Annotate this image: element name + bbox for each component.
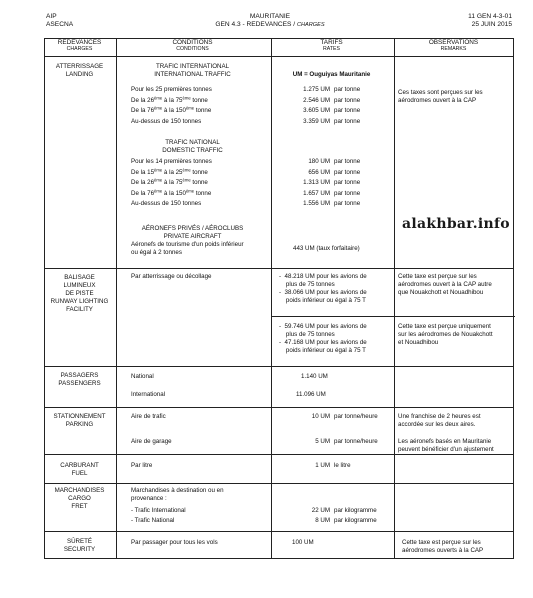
dom-cond-post-1: tonne bbox=[190, 168, 208, 176]
currency-note: UM = Ouguiyas Mauritanie bbox=[292, 71, 371, 78]
security-remark-1: Cette taxe est perçue sur les bbox=[402, 539, 481, 546]
dom-ordinal-end-3: ème bbox=[185, 188, 195, 194]
intl-cond-post-1: tonne bbox=[190, 96, 208, 104]
dom-cond-1 bbox=[131, 169, 208, 177]
header-section bbox=[180, 21, 360, 29]
private-cond-2: ou égal à 2 tonnes bbox=[131, 249, 182, 256]
parking-apron-unit: par tonne/heure bbox=[334, 413, 378, 420]
lighting-remark-a-2: aérodromes ouvert à la CAP autre bbox=[398, 281, 492, 288]
dom-unit-1: par tonne bbox=[334, 168, 361, 176]
charge-passengers bbox=[44, 372, 115, 388]
header-asecna: ASECNA bbox=[46, 21, 74, 28]
intl-cond-text-3: Au-dessus de 150 tonnes bbox=[131, 117, 202, 125]
dom-cond-2 bbox=[131, 179, 208, 187]
intl-cond-1 bbox=[131, 97, 208, 105]
charge-lighting-1: BALISAGE bbox=[64, 274, 95, 281]
row-divider-landing bbox=[45, 268, 513, 269]
charge-fuel-fr: CARBURANT bbox=[60, 462, 99, 469]
dom-traffic-title bbox=[115, 139, 270, 155]
security-remark-2: aérodromes ouverts à la CAP bbox=[402, 547, 484, 554]
dom-cond-text-3: De la 76 bbox=[131, 189, 155, 197]
lighting-remark-a bbox=[398, 273, 492, 297]
intl-unit-1: par tonne bbox=[334, 96, 361, 104]
lighting-remark-b-2: sur les aérodromes de Nouakchott bbox=[398, 331, 493, 338]
header-section-en: CHARGES bbox=[296, 22, 325, 28]
header-aip: AIP bbox=[46, 13, 57, 20]
intl-cond-text-0: Pour les 25 premières tonnes bbox=[131, 86, 212, 93]
dom-rate-4: 1.556 UM bbox=[303, 200, 330, 208]
charge-lighting-4: RUNWAY LIGHTING bbox=[50, 298, 109, 305]
private-cond-1: Aéronefs de tourisme d'un poids inférieur bbox=[131, 241, 244, 248]
lighting-rate-b-1: - 59.746 UM pour les avions de bbox=[279, 323, 367, 330]
parking-garage-remark bbox=[398, 438, 494, 454]
dom-ordinal-start-1: ème bbox=[154, 167, 163, 173]
col-head-rates-en: RATES bbox=[323, 46, 340, 52]
intl-cond-post-2: tonne bbox=[194, 107, 212, 115]
private-aircraft-title-fr: AÉRONEFS PRIVÉS / AÉROCLUBS bbox=[141, 225, 244, 232]
cargo-intl-unit: par kilogramme bbox=[334, 507, 377, 514]
parking-garage-unit: par tonne/heure bbox=[334, 438, 378, 445]
intl-ordinal-end-2: ème bbox=[185, 105, 195, 111]
intl-cond-3 bbox=[131, 118, 201, 126]
intl-cond-text-2: De la 76 bbox=[131, 107, 155, 115]
parking-apron-remark-1: Une franchise de 2 heures est bbox=[398, 413, 481, 420]
dom-ordinal-start-2: ème bbox=[154, 177, 163, 183]
col-head-charges bbox=[44, 39, 115, 53]
lighting-split-line bbox=[271, 316, 515, 317]
parking-apron-rate: 10 UM bbox=[311, 413, 330, 420]
lighting-remark-b-3: et Nouadhibou bbox=[398, 339, 439, 346]
charge-passengers-fr: PASSAGERS bbox=[60, 372, 99, 379]
lighting-remark-b bbox=[398, 323, 493, 347]
lighting-rates-a bbox=[279, 273, 367, 305]
intl-ordinal-end-1: ème bbox=[182, 95, 191, 101]
dom-cond-post-2: tonne bbox=[190, 179, 208, 187]
cargo-intl-cond: - Trafic International bbox=[131, 507, 186, 514]
lighting-remark-b-1: Cette taxe est perçue uniquement bbox=[398, 323, 491, 330]
passengers-intl-cond: International bbox=[131, 391, 166, 398]
intl-ordinal-start-2: ème bbox=[154, 105, 163, 111]
dom-cond-0 bbox=[131, 158, 212, 166]
private-aircraft-title bbox=[115, 225, 270, 241]
intl-unit-0: par tonne bbox=[334, 86, 361, 93]
dom-unit-3: par tonne bbox=[334, 189, 361, 197]
lighting-rate-b-2: plus de 75 tonnes bbox=[279, 331, 335, 338]
parking-apron-remark bbox=[398, 413, 481, 429]
passengers-intl-rate: 11.096 UM bbox=[296, 391, 326, 398]
col-head-rates bbox=[270, 39, 393, 53]
charge-fuel bbox=[44, 462, 115, 478]
security-cond: Par passager pour tous les vols bbox=[131, 539, 218, 546]
col-head-remarks bbox=[393, 39, 514, 53]
intl-cond-text-1: De la 26 bbox=[131, 96, 155, 104]
dom-unit-2: par tonne bbox=[334, 179, 361, 187]
parking-apron-cond: Aire de trafic bbox=[131, 413, 166, 420]
parking-garage-rate: 5 UM bbox=[315, 438, 330, 445]
dom-rate-2: 1.313 UM bbox=[303, 179, 330, 187]
cargo-national-rate: 8 UM bbox=[315, 517, 330, 524]
lighting-remark-a-3: que Nouakchott et Nouadhibou bbox=[398, 289, 484, 296]
col-head-conditions bbox=[115, 39, 270, 53]
intl-rate-0: 1.275 UM bbox=[303, 86, 330, 93]
passengers-national-rate: 1.140 UM bbox=[301, 373, 328, 380]
lighting-rates-b bbox=[279, 323, 367, 355]
cargo-cond-1: Marchandises à destination ou en bbox=[131, 487, 224, 494]
charge-lighting-3: DE PISTE bbox=[65, 290, 94, 297]
col-head-conditions-fr: CONDITIONS bbox=[172, 39, 213, 46]
row-divider-parking bbox=[45, 454, 513, 455]
lighting-rate-b-4: poids inférieur ou égal à 75 T bbox=[279, 347, 366, 354]
cargo-intl-rate: 22 UM bbox=[311, 507, 330, 514]
dom-cond-4 bbox=[131, 200, 201, 208]
dom-unit-4: par tonne bbox=[334, 200, 361, 208]
parking-garage-remark-1: Les aéronefs basés en Mauritanie bbox=[398, 438, 492, 445]
intl-rate-1: 2.546 UM bbox=[303, 96, 330, 104]
col-head-rates-fr: TARIFS bbox=[320, 39, 343, 46]
dom-cond-mid-1: à la 25 bbox=[162, 168, 183, 176]
fuel-unit: le litre bbox=[334, 462, 351, 469]
dom-traffic-title-fr: TRAFIC NATIONAL bbox=[165, 139, 220, 146]
dom-cond-text-4: Au-dessus de 150 tonnes bbox=[131, 200, 202, 208]
landing-remark-1: Ces taxes sont perçues sur les bbox=[398, 89, 483, 96]
charge-cargo bbox=[44, 487, 115, 511]
row-divider-cargo bbox=[45, 531, 513, 532]
charge-lighting-2: LUMINEUX bbox=[63, 282, 96, 289]
charge-landing-en: LANDING bbox=[65, 71, 94, 78]
intl-rate-2: 3.605 UM bbox=[303, 107, 330, 115]
intl-cond-0 bbox=[131, 86, 212, 94]
dom-ordinal-end-1: ème bbox=[182, 167, 191, 173]
dom-cond-text-1: De la 15 bbox=[131, 168, 155, 176]
dom-ordinal-start-3: ème bbox=[154, 188, 163, 194]
header-page-ref: 11 GEN 4-3-01 bbox=[468, 13, 512, 20]
watermark-text: alakhbar.info bbox=[402, 216, 510, 232]
lighting-rate-a-2: plus de 75 tonnes bbox=[279, 281, 335, 288]
charge-fuel-en: FUEL bbox=[71, 470, 88, 477]
intl-traffic-title-fr: TRAFIC INTERNATIONAL bbox=[155, 63, 230, 70]
col-head-charges-en: CHARGES bbox=[66, 46, 93, 52]
intl-traffic-title-en: INTERNATIONAL TRAFFIC bbox=[154, 71, 231, 78]
cargo-national-unit: par kilogramme bbox=[334, 517, 377, 524]
header-row-divider bbox=[45, 56, 513, 57]
dom-rate-3: 1.657 UM bbox=[303, 189, 330, 197]
charge-security-en: SECURITY bbox=[63, 546, 96, 553]
intl-unit-2: par tonne bbox=[334, 107, 361, 115]
parking-garage-cond: Aire de garage bbox=[131, 438, 172, 445]
intl-cond-mid-2: à la 150 bbox=[162, 107, 186, 115]
parking-apron-remark-2: accordée sur les deux aires. bbox=[398, 421, 476, 428]
col-head-remarks-fr: OBSERVATIONS bbox=[428, 39, 479, 46]
lighting-condition: Par atterrissage ou décollage bbox=[131, 273, 212, 280]
dom-rate-0: 180 UM bbox=[308, 158, 330, 165]
dom-cond-text-2: De la 26 bbox=[131, 179, 155, 187]
cargo-cond-2: provenance : bbox=[131, 495, 167, 502]
row-divider-fuel bbox=[45, 483, 513, 484]
intl-ordinal-start-1: ème bbox=[154, 95, 163, 101]
dom-traffic-title-en: DOMESTIC TRAFFIC bbox=[162, 147, 223, 154]
charge-cargo-3: FRET bbox=[71, 503, 88, 510]
cargo-national-cond: - Trafic National bbox=[131, 517, 175, 524]
private-rate: 443 UM (taux forfaitaire) bbox=[293, 245, 360, 252]
dom-cond-text-0: Pour les 14 premières tonnes bbox=[131, 158, 212, 165]
charge-lighting bbox=[44, 274, 115, 314]
dom-ordinal-end-2: ème bbox=[182, 177, 191, 183]
intl-traffic-title bbox=[115, 63, 270, 79]
header-country: MAURITANIE bbox=[249, 13, 291, 20]
charge-passengers-en: PASSENGERS bbox=[58, 380, 101, 387]
charge-landing-fr: ATTERRISSAGE bbox=[55, 63, 104, 70]
charge-lighting-5: FACILITY bbox=[66, 306, 93, 313]
dom-cond-3 bbox=[131, 190, 211, 198]
row-divider-passengers bbox=[45, 407, 513, 408]
fuel-cond: Par litre bbox=[131, 462, 153, 469]
dom-rate-1: 656 UM bbox=[308, 168, 330, 176]
intl-cond-2 bbox=[131, 107, 211, 115]
charge-cargo-1: MARCHANDISES bbox=[54, 487, 105, 494]
header-date: 25 JUIN 2015 bbox=[471, 21, 512, 28]
lighting-rate-a-1: - 48.218 UM pour les avions de bbox=[279, 273, 367, 280]
lighting-rate-a-3: - 38.066 UM pour les avions de bbox=[279, 289, 367, 296]
intl-unit-3: par tonne bbox=[334, 117, 361, 125]
passengers-national-cond: National bbox=[131, 373, 154, 380]
col-divider-1 bbox=[116, 39, 117, 558]
charge-landing bbox=[44, 63, 115, 79]
private-aircraft-title-en: PRIVATE AIRCRAFT bbox=[163, 233, 222, 240]
lighting-remark-a-1: Cette taxe est perçue sur les bbox=[398, 273, 477, 280]
intl-cond-mid-1: à la 75 bbox=[162, 96, 183, 104]
col-head-conditions-en: CONDITIONS bbox=[176, 46, 209, 52]
col-head-charges-fr: REDEVANCES bbox=[57, 39, 102, 46]
lighting-rate-a-4: poids inférieur ou égal à 75 T bbox=[279, 297, 366, 304]
lighting-rate-b-3: - 47.168 UM pour les avions de bbox=[279, 339, 367, 346]
parking-garage-remark-2: peuvent bénéficier d'un ajustement bbox=[398, 446, 494, 453]
col-divider-3 bbox=[394, 39, 395, 558]
charge-parking bbox=[44, 413, 115, 429]
charge-parking-en: PARKING bbox=[65, 421, 94, 428]
charge-parking-fr: STATIONNEMENT bbox=[53, 413, 106, 420]
charge-cargo-2: CARGO bbox=[68, 495, 91, 502]
charge-security bbox=[44, 538, 115, 554]
charge-security-fr: SÛRETÉ bbox=[66, 538, 93, 545]
landing-remark-2: aérodromes ouvert à la CAP bbox=[398, 97, 477, 104]
dom-cond-mid-3: à la 150 bbox=[162, 189, 186, 197]
dom-cond-post-3: tonne bbox=[194, 189, 212, 197]
col-head-remarks-en: REMARKS bbox=[440, 46, 467, 52]
fuel-rate: 1 UM bbox=[315, 462, 330, 469]
row-divider-lighting bbox=[45, 366, 513, 367]
header-section-fr: GEN 4.3 - REDEVANCES / bbox=[215, 21, 297, 28]
security-rate: 100 UM bbox=[292, 539, 314, 546]
dom-cond-mid-2: à la 75 bbox=[162, 179, 183, 187]
intl-rate-3: 3.359 UM bbox=[303, 117, 330, 125]
dom-unit-0: par tonne bbox=[334, 158, 361, 165]
